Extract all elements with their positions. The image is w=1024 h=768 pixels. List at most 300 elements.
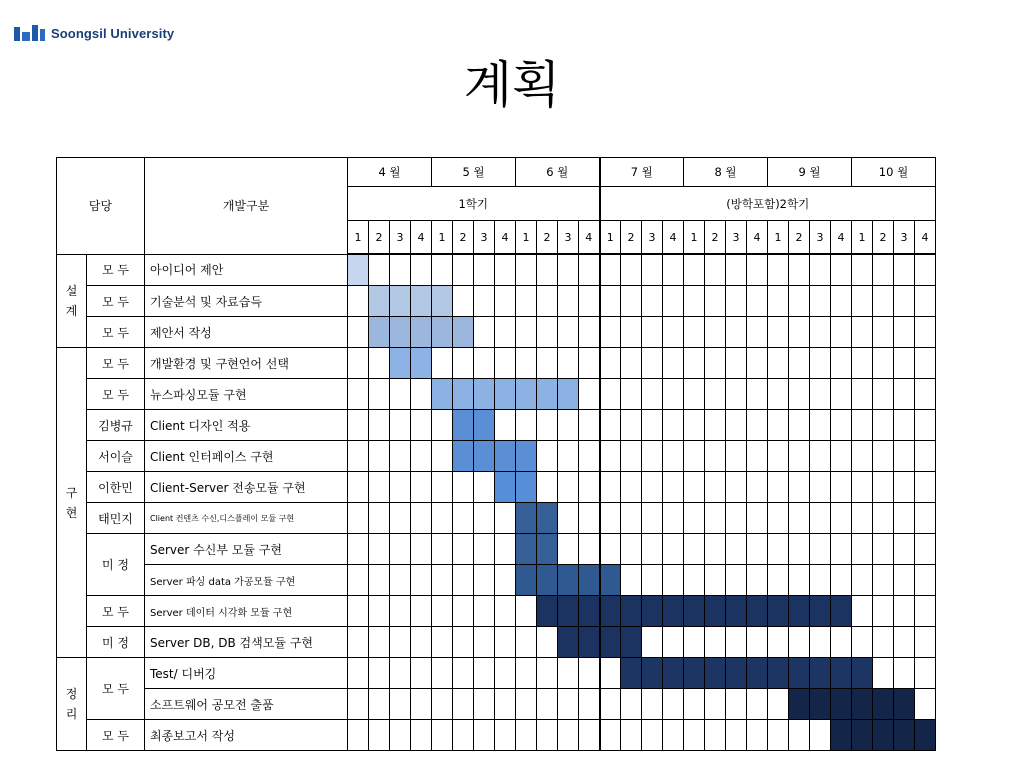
empty-week-cell [684, 627, 705, 658]
empty-week-cell [915, 379, 936, 410]
month-header: 10 월 [852, 158, 936, 187]
empty-week-cell [516, 286, 537, 317]
empty-week-cell [369, 658, 390, 689]
empty-week-cell [474, 534, 495, 565]
empty-week-cell [348, 658, 369, 689]
empty-week-cell [390, 534, 411, 565]
logo-text: Soongsil University [51, 25, 175, 41]
empty-week-cell [453, 348, 474, 379]
empty-week-cell [747, 534, 768, 565]
empty-week-cell [852, 441, 873, 472]
empty-week-cell [411, 720, 432, 751]
empty-week-cell [537, 720, 558, 751]
task-name: Client 디자인 적용 [145, 410, 348, 441]
empty-week-cell [768, 720, 789, 751]
empty-week-cell [642, 503, 663, 534]
empty-week-cell [852, 503, 873, 534]
task-name: Client-Server 전송모듈 구현 [145, 472, 348, 503]
empty-week-cell [558, 720, 579, 751]
empty-week-cell [621, 317, 642, 348]
empty-week-cell [726, 565, 747, 596]
empty-week-cell [579, 720, 600, 751]
gantt-bar-cell [621, 596, 642, 627]
month-header: 8 월 [684, 158, 768, 187]
empty-week-cell [831, 472, 852, 503]
empty-week-cell [726, 627, 747, 658]
empty-week-cell [705, 348, 726, 379]
empty-week-cell [810, 317, 831, 348]
empty-week-cell [474, 596, 495, 627]
gantt-bar-cell [852, 658, 873, 689]
empty-week-cell [348, 472, 369, 503]
empty-week-cell [600, 348, 621, 379]
empty-week-cell [915, 503, 936, 534]
gantt-bar-cell [516, 565, 537, 596]
gantt-task-row [57, 472, 936, 503]
empty-week-cell [453, 627, 474, 658]
week-header: 1 [348, 221, 369, 255]
empty-week-cell [789, 254, 810, 286]
empty-week-cell [642, 689, 663, 720]
empty-week-cell [495, 503, 516, 534]
empty-week-cell [747, 689, 768, 720]
empty-week-cell [810, 503, 831, 534]
empty-week-cell [915, 410, 936, 441]
empty-week-cell [789, 565, 810, 596]
empty-week-cell [600, 720, 621, 751]
week-header: 1 [432, 221, 453, 255]
empty-week-cell [516, 689, 537, 720]
week-header: 3 [390, 221, 411, 255]
empty-week-cell [390, 410, 411, 441]
empty-week-cell [369, 720, 390, 751]
empty-week-cell [411, 379, 432, 410]
empty-week-cell [432, 658, 453, 689]
week-header: 4 [411, 221, 432, 255]
empty-week-cell [579, 379, 600, 410]
empty-week-cell [915, 286, 936, 317]
empty-week-cell [873, 472, 894, 503]
empty-week-cell [390, 627, 411, 658]
week-header: 2 [789, 221, 810, 255]
empty-week-cell [915, 534, 936, 565]
empty-week-cell [369, 503, 390, 534]
empty-week-cell [369, 348, 390, 379]
empty-week-cell [747, 441, 768, 472]
gantt-bar-cell [810, 596, 831, 627]
empty-week-cell [684, 689, 705, 720]
empty-week-cell [663, 627, 684, 658]
empty-week-cell [747, 410, 768, 441]
gantt-bar-cell [810, 689, 831, 720]
empty-week-cell [369, 254, 390, 286]
empty-week-cell [495, 348, 516, 379]
gantt-bar-cell [852, 720, 873, 751]
gantt-bar-cell [411, 286, 432, 317]
gantt-task-row [57, 565, 936, 596]
week-header: 3 [726, 221, 747, 255]
empty-week-cell [768, 317, 789, 348]
gantt-bar-cell [453, 379, 474, 410]
semester-header: (방학포함)2학기 [600, 187, 936, 221]
empty-week-cell [432, 565, 453, 596]
empty-week-cell [789, 720, 810, 751]
empty-week-cell [600, 286, 621, 317]
empty-week-cell [411, 410, 432, 441]
empty-week-cell [537, 441, 558, 472]
empty-week-cell [621, 565, 642, 596]
gantt-bar-cell [537, 565, 558, 596]
gantt-bar-cell [432, 286, 453, 317]
empty-week-cell [915, 596, 936, 627]
empty-week-cell [495, 689, 516, 720]
task-name: Server 파싱 data 가공모듈 구현 [145, 565, 348, 596]
empty-week-cell [684, 565, 705, 596]
empty-week-cell [390, 472, 411, 503]
week-header: 2 [873, 221, 894, 255]
empty-week-cell [873, 658, 894, 689]
empty-week-cell [495, 565, 516, 596]
empty-week-cell [684, 286, 705, 317]
empty-week-cell [894, 286, 915, 317]
empty-week-cell [579, 410, 600, 441]
empty-week-cell [810, 286, 831, 317]
empty-week-cell [495, 410, 516, 441]
empty-week-cell [873, 503, 894, 534]
empty-week-cell [894, 379, 915, 410]
empty-week-cell [726, 503, 747, 534]
empty-week-cell [873, 410, 894, 441]
empty-week-cell [684, 317, 705, 348]
owner-cell: 모 두 [87, 596, 145, 627]
empty-week-cell [831, 379, 852, 410]
empty-week-cell [411, 596, 432, 627]
gantt-bar-cell [390, 348, 411, 379]
empty-week-cell [558, 254, 579, 286]
gantt-bar-cell [621, 658, 642, 689]
owner-cell: 모 두 [87, 658, 145, 720]
empty-week-cell [558, 534, 579, 565]
empty-week-cell [558, 286, 579, 317]
week-header: 2 [621, 221, 642, 255]
empty-week-cell [432, 254, 453, 286]
empty-week-cell [369, 472, 390, 503]
empty-week-cell [579, 472, 600, 503]
empty-week-cell [768, 565, 789, 596]
empty-week-cell [915, 317, 936, 348]
empty-week-cell [663, 441, 684, 472]
gantt-bar-cell [600, 565, 621, 596]
empty-week-cell [705, 534, 726, 565]
empty-week-cell [852, 254, 873, 286]
owner-cell: 태민지 [87, 503, 145, 534]
empty-week-cell [474, 472, 495, 503]
task-column-header: 개발구분 [145, 158, 348, 255]
owner-cell: 모 두 [87, 254, 145, 286]
empty-week-cell [831, 565, 852, 596]
week-header: 2 [453, 221, 474, 255]
empty-week-cell [747, 720, 768, 751]
empty-week-cell [831, 627, 852, 658]
week-header: 4 [495, 221, 516, 255]
empty-week-cell [747, 286, 768, 317]
empty-week-cell [684, 348, 705, 379]
empty-week-cell [789, 441, 810, 472]
empty-week-cell [453, 658, 474, 689]
empty-week-cell [726, 720, 747, 751]
empty-week-cell [348, 410, 369, 441]
empty-week-cell [705, 254, 726, 286]
empty-week-cell [600, 317, 621, 348]
gantt-bar-cell [453, 410, 474, 441]
task-name: Server 데이터 시각화 모듈 구현 [145, 596, 348, 627]
empty-week-cell [369, 534, 390, 565]
owner-cell: 모 두 [87, 348, 145, 379]
empty-week-cell [600, 534, 621, 565]
empty-week-cell [810, 534, 831, 565]
empty-week-cell [789, 472, 810, 503]
empty-week-cell [369, 410, 390, 441]
gantt-bar-cell [390, 286, 411, 317]
empty-week-cell [873, 379, 894, 410]
logo-mark-icon [14, 25, 45, 41]
task-name: 제안서 작성 [145, 317, 348, 348]
gantt-task-row [57, 441, 936, 472]
empty-week-cell [915, 254, 936, 286]
empty-week-cell [684, 441, 705, 472]
gantt-bar-cell [873, 720, 894, 751]
empty-week-cell [810, 348, 831, 379]
month-header: 6 월 [516, 158, 600, 187]
gantt-bar-cell [579, 565, 600, 596]
empty-week-cell [789, 348, 810, 379]
owner-cell: 모 두 [87, 317, 145, 348]
empty-week-cell [558, 348, 579, 379]
empty-week-cell [642, 286, 663, 317]
empty-week-cell [558, 410, 579, 441]
gantt-bar-cell [348, 254, 369, 286]
empty-week-cell [789, 627, 810, 658]
empty-week-cell [768, 348, 789, 379]
owner-cell: 미 정 [87, 534, 145, 596]
empty-week-cell [558, 472, 579, 503]
empty-week-cell [432, 596, 453, 627]
empty-week-cell [642, 441, 663, 472]
empty-week-cell [348, 317, 369, 348]
empty-week-cell [747, 503, 768, 534]
gantt-bar-cell [873, 689, 894, 720]
gantt-bar-cell [684, 658, 705, 689]
gantt-task-row [57, 317, 936, 348]
empty-week-cell [915, 472, 936, 503]
task-name: 뉴스파싱모듈 구현 [145, 379, 348, 410]
empty-week-cell [768, 441, 789, 472]
phase-label: 구 현 [57, 348, 87, 658]
empty-week-cell [663, 472, 684, 503]
empty-week-cell [474, 503, 495, 534]
empty-week-cell [873, 441, 894, 472]
empty-week-cell [348, 503, 369, 534]
empty-week-cell [432, 410, 453, 441]
empty-week-cell [411, 689, 432, 720]
empty-week-cell [411, 472, 432, 503]
empty-week-cell [642, 472, 663, 503]
empty-week-cell [516, 720, 537, 751]
empty-week-cell [915, 627, 936, 658]
empty-week-cell [873, 286, 894, 317]
empty-week-cell [390, 503, 411, 534]
task-name: 아이디어 제안 [145, 254, 348, 286]
empty-week-cell [873, 317, 894, 348]
empty-week-cell [495, 720, 516, 751]
owner-cell: 모 두 [87, 286, 145, 317]
empty-week-cell [768, 503, 789, 534]
week-header: 3 [474, 221, 495, 255]
empty-week-cell [390, 596, 411, 627]
empty-week-cell [432, 689, 453, 720]
empty-week-cell [558, 317, 579, 348]
empty-week-cell [453, 596, 474, 627]
empty-week-cell [495, 286, 516, 317]
empty-week-cell [558, 689, 579, 720]
empty-week-cell [348, 441, 369, 472]
empty-week-cell [873, 254, 894, 286]
gantt-bar-cell [537, 534, 558, 565]
gantt-bar-cell [558, 565, 579, 596]
gantt-bar-cell [747, 596, 768, 627]
empty-week-cell [390, 441, 411, 472]
task-name: 기술분석 및 자료습득 [145, 286, 348, 317]
empty-week-cell [579, 534, 600, 565]
task-name: 소프트웨어 공모전 출품 [145, 689, 348, 720]
gantt-bar-cell [390, 317, 411, 348]
empty-week-cell [663, 720, 684, 751]
owner-cell: 서이슬 [87, 441, 145, 472]
empty-week-cell [411, 254, 432, 286]
task-name: Test/ 디버깅 [145, 658, 348, 689]
empty-week-cell [747, 317, 768, 348]
empty-week-cell [894, 503, 915, 534]
empty-week-cell [894, 534, 915, 565]
empty-week-cell [894, 441, 915, 472]
month-header: 4 월 [348, 158, 432, 187]
empty-week-cell [474, 689, 495, 720]
empty-week-cell [852, 472, 873, 503]
empty-week-cell [873, 627, 894, 658]
empty-week-cell [390, 689, 411, 720]
gantt-bar-cell [558, 379, 579, 410]
empty-week-cell [348, 534, 369, 565]
empty-week-cell [789, 410, 810, 441]
empty-week-cell [348, 565, 369, 596]
empty-week-cell [537, 348, 558, 379]
empty-week-cell [621, 720, 642, 751]
gantt-bar-cell [810, 658, 831, 689]
empty-week-cell [579, 286, 600, 317]
empty-week-cell [831, 348, 852, 379]
semester-header: 1학기 [348, 187, 600, 221]
empty-week-cell [411, 441, 432, 472]
empty-week-cell [852, 627, 873, 658]
empty-week-cell [495, 658, 516, 689]
empty-week-cell [873, 596, 894, 627]
empty-week-cell [852, 286, 873, 317]
gantt-bar-cell [453, 317, 474, 348]
empty-week-cell [432, 627, 453, 658]
empty-week-cell [621, 689, 642, 720]
empty-week-cell [621, 410, 642, 441]
empty-week-cell [789, 317, 810, 348]
empty-week-cell [453, 689, 474, 720]
empty-week-cell [894, 348, 915, 379]
gantt-bar-cell [663, 596, 684, 627]
empty-week-cell [369, 627, 390, 658]
owner-cell: 모 두 [87, 379, 145, 410]
empty-week-cell [663, 503, 684, 534]
empty-week-cell [621, 254, 642, 286]
empty-week-cell [600, 472, 621, 503]
empty-week-cell [537, 689, 558, 720]
owner-cell: 이한민 [87, 472, 145, 503]
week-header: 3 [894, 221, 915, 255]
empty-week-cell [453, 565, 474, 596]
empty-week-cell [852, 317, 873, 348]
gantt-task-row [57, 596, 936, 627]
empty-week-cell [663, 286, 684, 317]
empty-week-cell [600, 379, 621, 410]
week-header: 3 [810, 221, 831, 255]
empty-week-cell [684, 503, 705, 534]
empty-week-cell [579, 658, 600, 689]
empty-week-cell [789, 503, 810, 534]
gantt-bar-cell [432, 317, 453, 348]
empty-week-cell [852, 410, 873, 441]
empty-week-cell [642, 254, 663, 286]
phase-label: 정 리 [57, 658, 87, 751]
empty-week-cell [915, 565, 936, 596]
empty-week-cell [432, 348, 453, 379]
gantt-task-row [57, 534, 936, 565]
page-title: 계획 [463, 56, 561, 114]
empty-week-cell [537, 472, 558, 503]
empty-week-cell [726, 348, 747, 379]
empty-week-cell [495, 317, 516, 348]
gantt-task-row [57, 720, 936, 751]
empty-week-cell [642, 410, 663, 441]
week-header: 1 [516, 221, 537, 255]
empty-week-cell [726, 317, 747, 348]
empty-week-cell [348, 720, 369, 751]
empty-week-cell [642, 317, 663, 348]
empty-week-cell [852, 348, 873, 379]
empty-week-cell [663, 317, 684, 348]
task-name: Client 컨텐츠 수신,디스플레이 모듈 구현 [145, 503, 348, 534]
gantt-bar-cell [474, 441, 495, 472]
empty-week-cell [411, 627, 432, 658]
phase-label: 설 계 [57, 254, 87, 348]
empty-week-cell [684, 379, 705, 410]
empty-week-cell [894, 565, 915, 596]
gantt-bar-cell [600, 627, 621, 658]
empty-week-cell [453, 503, 474, 534]
empty-week-cell [369, 689, 390, 720]
empty-week-cell [663, 379, 684, 410]
gantt-bar-cell [474, 410, 495, 441]
empty-week-cell [726, 286, 747, 317]
empty-week-cell [747, 379, 768, 410]
empty-week-cell [810, 627, 831, 658]
empty-week-cell [894, 472, 915, 503]
